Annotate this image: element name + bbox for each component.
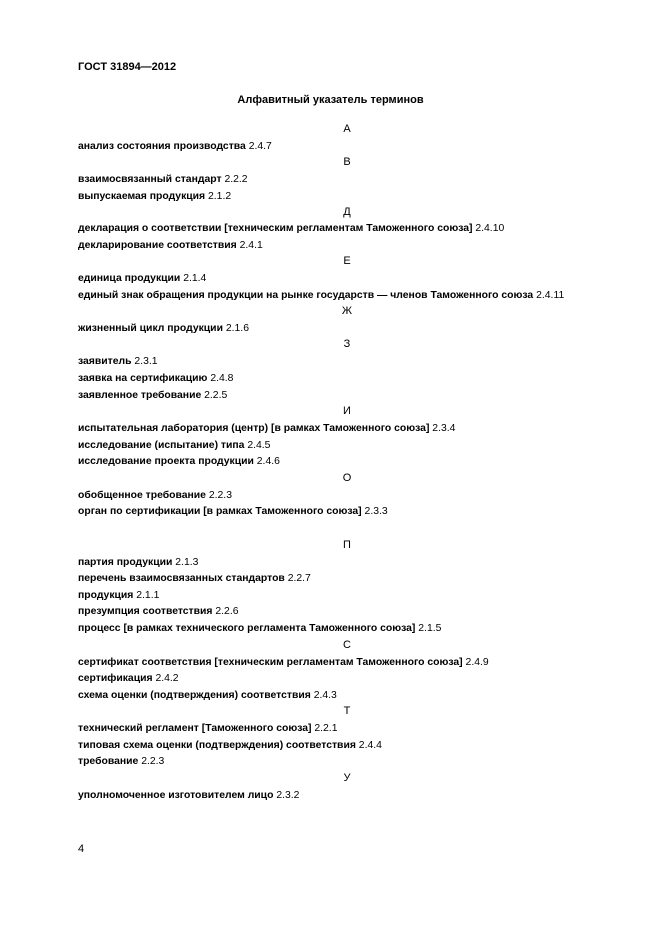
section-letter: З	[343, 338, 351, 350]
section-letter: Ж	[341, 305, 353, 317]
entry-ref: 2.4.10	[475, 223, 505, 234]
index-entry	[78, 140, 272, 153]
entry-term: взаимосвязанный стандарт	[78, 174, 222, 185]
index-entry	[78, 322, 249, 335]
section-letter: С	[343, 639, 351, 651]
entry-ref: 2.4.6	[256, 456, 280, 467]
entry-term: требование	[78, 756, 139, 767]
index-entry	[78, 789, 299, 802]
index-entry	[78, 439, 270, 452]
entry-ref: 2.2.1	[314, 723, 338, 734]
section-letter: А	[343, 123, 351, 135]
entry-ref: 2.4.7	[248, 141, 272, 152]
entry-ref: 2.1.4	[183, 273, 207, 284]
section-letter: У	[343, 772, 351, 784]
index-entry	[78, 622, 441, 635]
entry-ref: 2.1.1	[136, 590, 160, 601]
entry-term: заявленное требование	[78, 390, 202, 401]
entry-ref: 2.4.5	[247, 440, 271, 451]
entry-term: продукция	[78, 590, 134, 601]
index-entry	[78, 605, 239, 618]
entry-ref: 2.2.2	[224, 174, 248, 185]
page-number: 4	[78, 843, 85, 855]
entry-ref: 2.1.2	[208, 191, 232, 202]
index-entry	[78, 656, 489, 669]
entry-term: исследование проекта продукции	[78, 456, 254, 467]
index-entry	[78, 672, 179, 685]
entry-ref: 2.2.5	[204, 390, 228, 401]
entry-term: заявка на сертификацию	[78, 373, 208, 384]
entry-ref: 2.3.4	[432, 423, 456, 434]
entry-term: партия продукции	[78, 557, 173, 568]
entry-term: орган по сертификации [в рамках Таможенного союза]	[78, 506, 362, 517]
index-entry	[78, 489, 232, 502]
entry-term: единица продукции	[78, 273, 181, 284]
entry-term: декларирование соответствия	[78, 240, 237, 251]
index-entry	[78, 572, 311, 585]
entry-term: анализ состояния производства	[78, 141, 246, 152]
index-entry	[78, 722, 337, 735]
entry-ref: 2.1.6	[225, 323, 249, 334]
index-entry	[78, 455, 280, 468]
entry-term: перечень взаимосвязанных стандартов	[78, 573, 285, 584]
section-letter: Е	[343, 255, 351, 267]
section-letter: Т	[343, 705, 351, 717]
entry-ref: 2.2.7	[287, 573, 311, 584]
index-entry	[78, 372, 233, 385]
index-entry	[78, 739, 382, 752]
entry-term: сертификат соответствия [техническим регламентам Таможенного союза]	[78, 657, 463, 668]
index-entry	[78, 422, 455, 435]
page-title: Алфавитный указатель терминов	[237, 94, 424, 106]
entry-term: обобщенное требование	[78, 490, 206, 501]
entry-term: декларация о соответствии [техническим регламентам Таможенного союза]	[78, 223, 473, 234]
entry-term: схема оценки (подтверждения) соответствия	[78, 690, 311, 701]
entry-term: сертификация	[78, 673, 153, 684]
entry-term: единый знак обращения продукции на рынке государств — членов Таможенного союза	[78, 290, 534, 301]
entry-ref: 2.4.4	[358, 740, 382, 751]
entry-term: технический регламент [Таможенного союза]	[78, 723, 312, 734]
index-entry	[78, 689, 337, 702]
entry-ref: 2.2.3	[208, 490, 232, 501]
entry-ref: 2.1.3	[175, 557, 199, 568]
index-entry	[78, 173, 248, 186]
entry-ref: 2.3.3	[364, 506, 388, 517]
entry-ref: 2.4.3	[313, 690, 337, 701]
entry-term: уполномоченное изготовителем лицо	[78, 790, 274, 801]
index-entry	[78, 355, 158, 368]
index-entry	[78, 505, 388, 518]
entry-term: выпускаемая продукция	[78, 191, 206, 202]
section-letter: О	[342, 472, 352, 484]
entry-ref: 2.4.11	[536, 290, 565, 301]
entry-term: заявитель	[78, 356, 132, 367]
entry-ref: 2.3.1	[134, 356, 158, 367]
entry-ref: 2.2.6	[215, 606, 239, 617]
index-entry	[78, 190, 231, 203]
entry-term: процесс [в рамках технического регламента Таможенного союза]	[78, 623, 416, 634]
entry-term: исследование (испытание) типа	[78, 440, 245, 451]
entry-term: испытательная лаборатория (центр) [в рамках Таможенного союза]	[78, 423, 430, 434]
entry-term: жизненный цикл продукции	[78, 323, 223, 334]
section-letter: И	[343, 405, 351, 417]
entry-ref: 2.2.3	[141, 756, 165, 767]
document-header: ГОСТ 31894—2012	[78, 61, 177, 73]
index-entry	[78, 222, 504, 235]
index-entry	[78, 272, 206, 285]
entry-ref: 2.4.8	[210, 373, 234, 384]
entry-term: типовая схема оценки (подтверждения) соответствия	[78, 740, 356, 751]
entry-ref: 2.1.5	[418, 623, 442, 634]
entry-ref: 2.3.2	[276, 790, 300, 801]
index-entry	[78, 755, 164, 768]
index-entry	[78, 556, 198, 569]
index-entry	[78, 289, 564, 302]
entry-ref: 2.4.1	[239, 240, 263, 251]
index-entry	[78, 239, 263, 252]
entry-term: презумпция соответствия	[78, 606, 213, 617]
section-letter: В	[343, 156, 351, 168]
index-entry	[78, 389, 227, 402]
index-entry	[78, 589, 159, 602]
section-letter: Д	[343, 206, 351, 218]
section-letter: П	[343, 539, 351, 551]
entry-ref: 2.4.9	[465, 657, 489, 668]
entry-ref: 2.4.2	[155, 673, 179, 684]
